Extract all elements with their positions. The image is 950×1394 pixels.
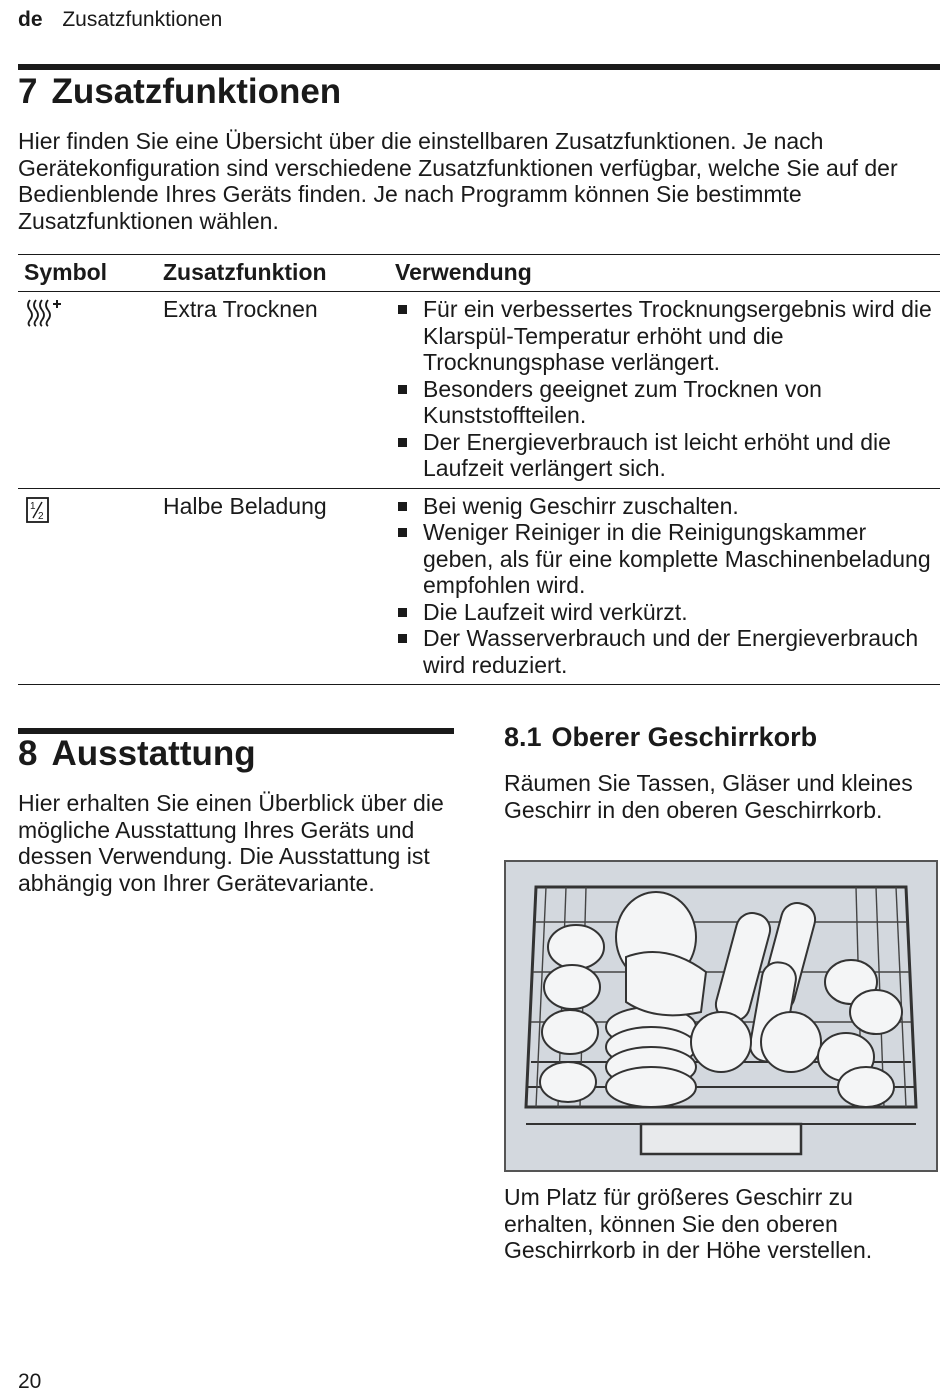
list-item: Weniger Reiniger in die Reinigungskammer geben, als für eine komplette Maschinenbeladung empfohlen wird. [396, 519, 940, 599]
usage-list [18, 292, 940, 488]
list-item: Der Wasserverbrauch und der Energieverbrauch wird reduziert. [396, 625, 940, 678]
header-section: Zusatzfunktionen [62, 8, 223, 31]
chapter-7-heading [18, 72, 341, 112]
section-8-1-text-2: Um Platz für größeres Geschirr zu erhalten, können Sie den oberen Geschirrkorb in der Höhe verstellen. [504, 1184, 873, 1263]
extra-dry-icon [24, 298, 64, 328]
chapter-7-intro: Hier finden Sie eine Übersicht über die einstellbaren Zusatzfunktionen. Je nach Gerätekonfiguration sind verschiedene Zusatzfunktionen verfügbar, welche Sie auf der Bedienblende Ihres Geräts finden. Je nach Programm können Sie bestimmte Zusatzfunktionen wählen. [18, 128, 898, 234]
chapter-8-intro: Hier erhalten Sie einen Überblick über die mögliche Ausstattung Ihres Geräts und dessen Verwendung. Die Ausstattung ist abhängig von Ihrer Gerätevariante. [18, 790, 444, 896]
half-load-icon [24, 495, 64, 525]
section-8-1-number: 8.1 [504, 722, 542, 752]
chapter-7-rule [18, 64, 940, 70]
chapter-8-title: Ausstattung [51, 734, 256, 773]
chapter-8-heading [18, 734, 256, 774]
running-header [18, 8, 222, 32]
chapter-8-number: 8 [18, 734, 38, 773]
language-tag: de [18, 8, 43, 31]
table-row [18, 292, 940, 489]
table-header [18, 254, 940, 292]
list-item: Besonders geeignet zum Trocknen von Kunststoffteilen. [396, 376, 940, 429]
list-item: Die Laufzeit wird verkürzt. [396, 599, 940, 626]
header-symbol: Symbol [24, 259, 108, 285]
header-usage: Verwendung [395, 259, 532, 285]
upper-dish-rack-illustration [506, 862, 936, 1170]
section-8-1-text: Räumen Sie Tassen, Gläser und kleines Geschirr in den oberen Geschirrkorb. [504, 770, 913, 823]
svg-text:1: 1 [30, 500, 36, 512]
function-name: Extra Trocknen [163, 296, 318, 322]
svg-text:2: 2 [38, 510, 44, 522]
usage-list [18, 489, 940, 685]
upper-dish-rack-figure [504, 860, 938, 1172]
header-function: Zusatzfunktion [163, 259, 327, 285]
chapter-7-number: 7 [18, 72, 38, 111]
section-8-1-heading [504, 722, 817, 753]
list-item: Der Energieverbrauch ist leicht erhöht und die Laufzeit verlängert sich. [396, 429, 940, 482]
function-name: Halbe Beladung [163, 492, 327, 519]
page-number: 20 [18, 1370, 42, 1393]
table-row [18, 489, 940, 686]
chapter-7-title: Zusatzfunktionen [51, 72, 342, 111]
list-item: Bei wenig Geschirr zuschalten. [396, 493, 940, 520]
functions-table [18, 254, 940, 685]
list-item: Für ein verbessertes Trocknungsergebnis wird die Klarspül-Temperatur erhöht und die Trocknungsphase verlängert. [396, 296, 940, 376]
section-8-1-title: Oberer Geschirrkorb [551, 722, 818, 752]
